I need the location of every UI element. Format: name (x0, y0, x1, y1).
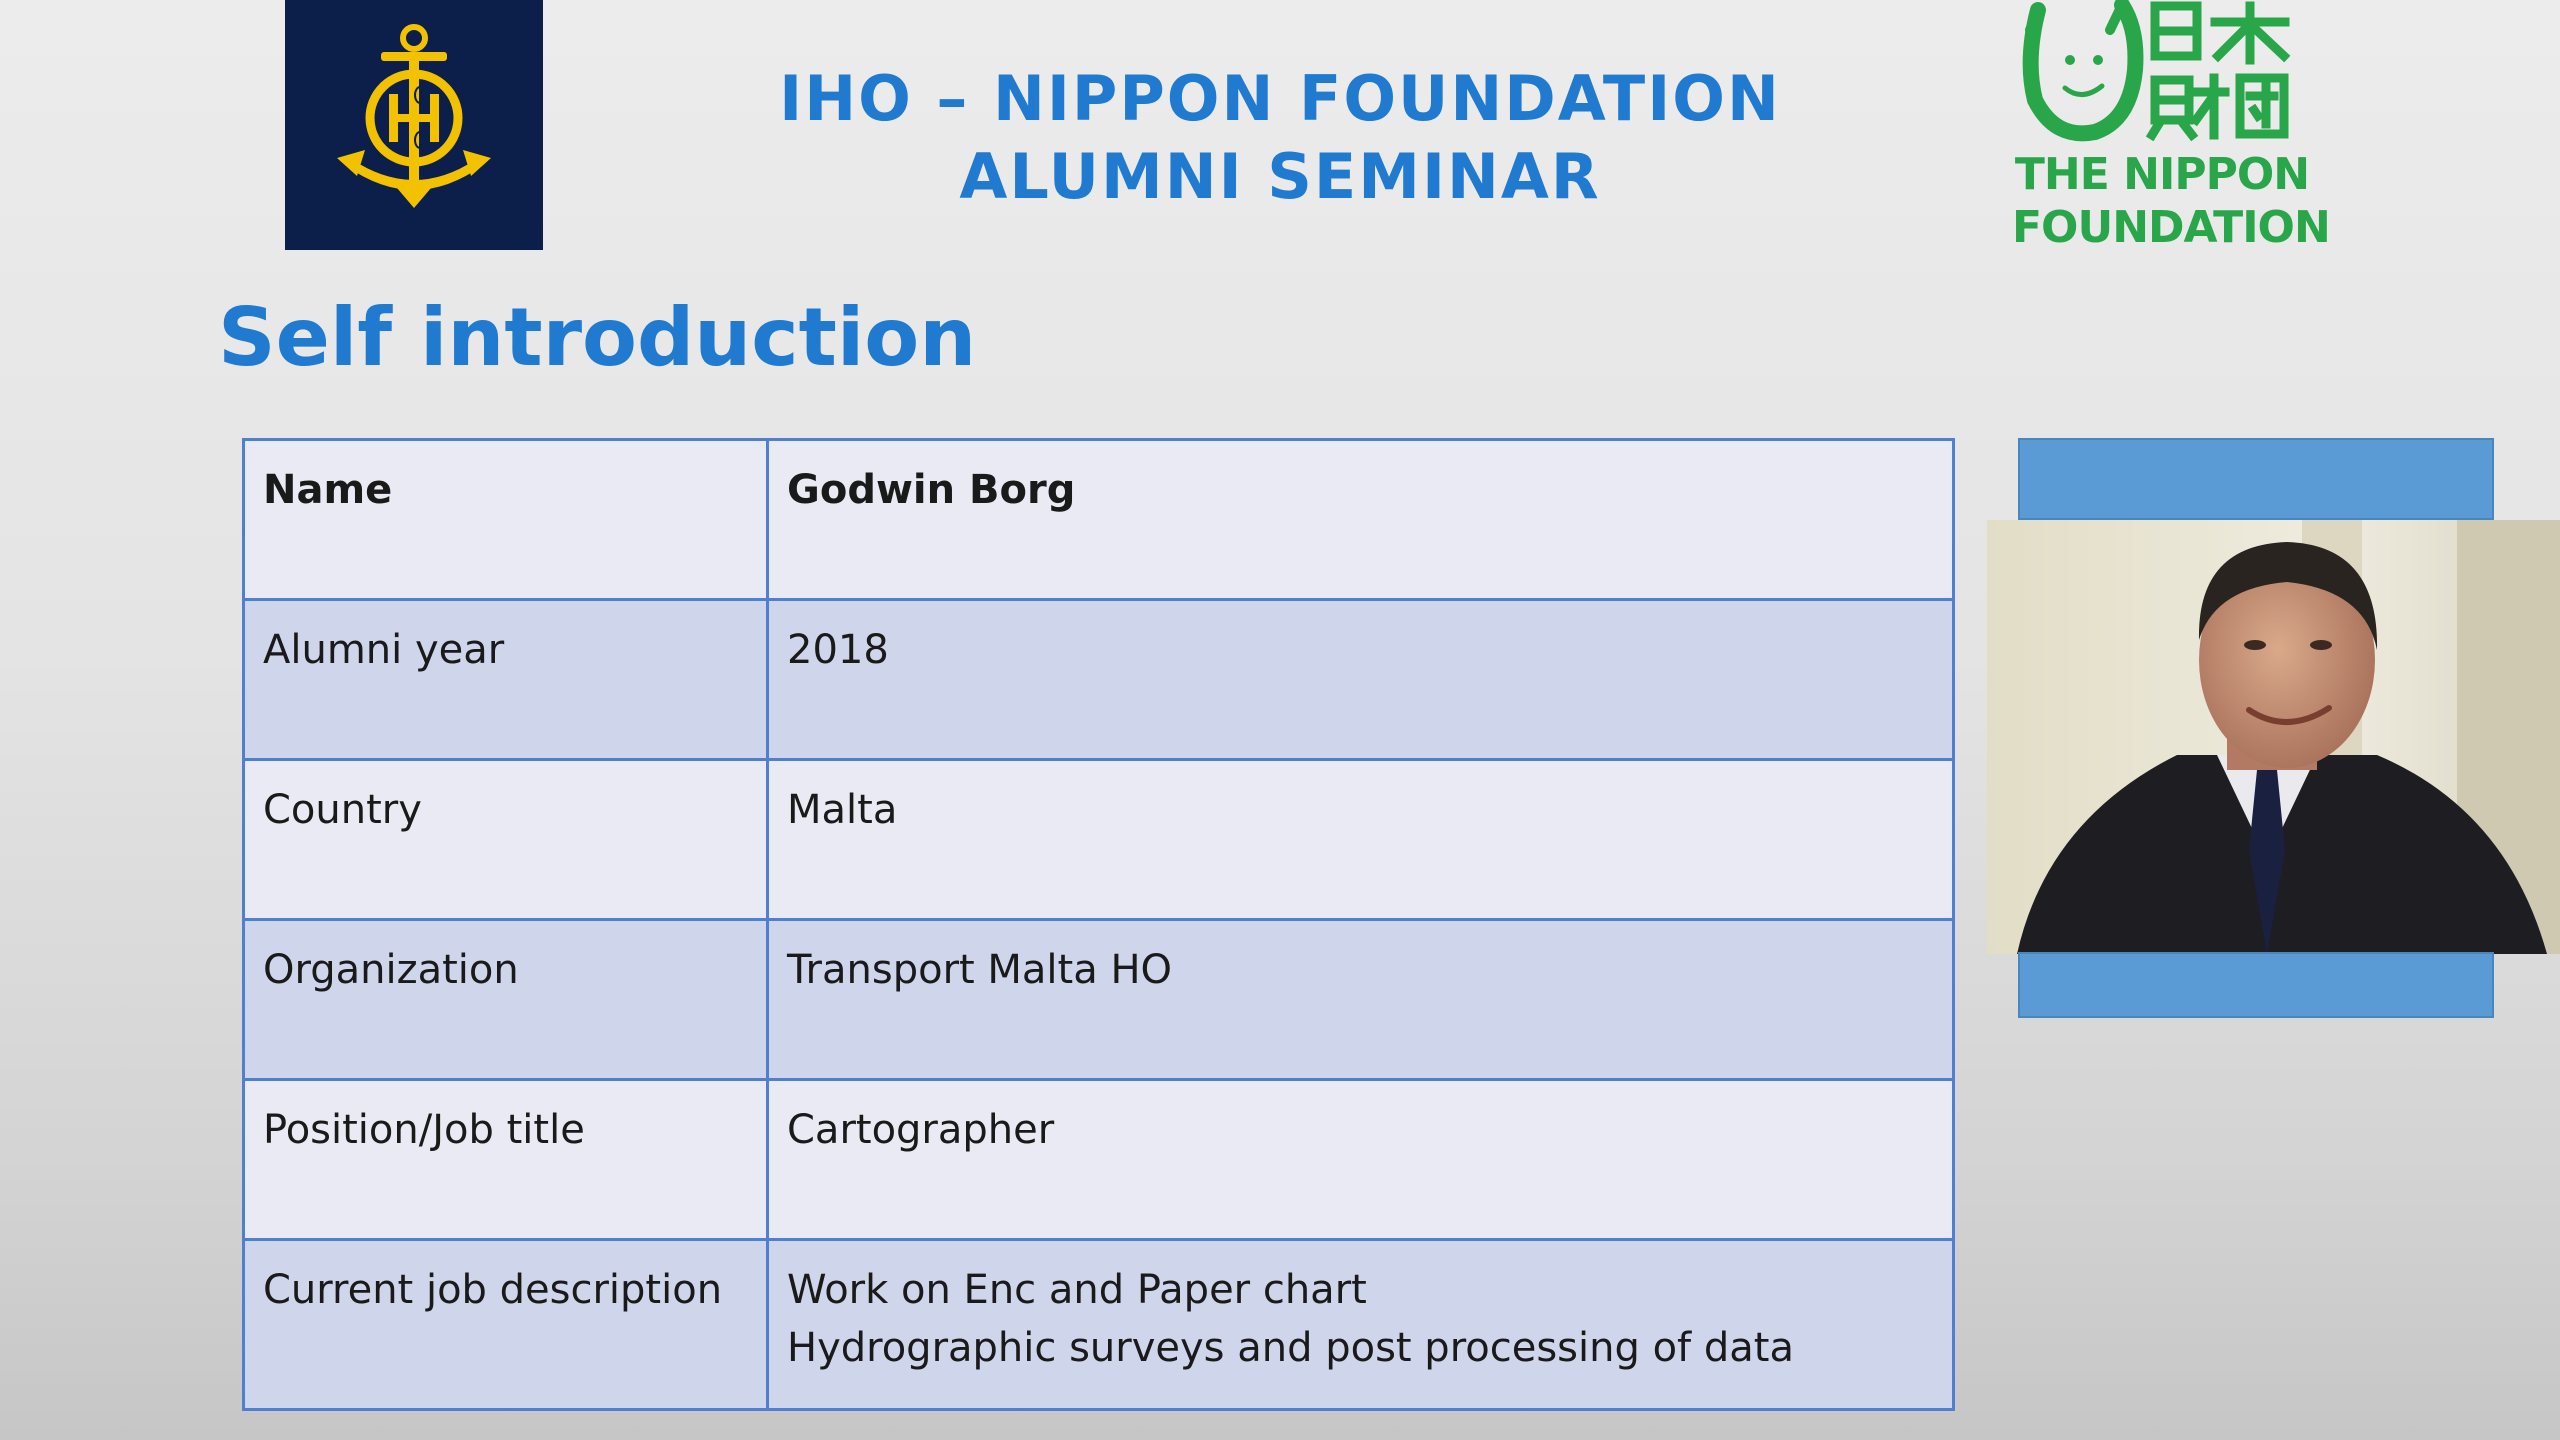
table-row-name (244, 440, 1954, 600)
table-value-cell: Transport Malta HO (768, 920, 1954, 1080)
table-label-cell: Name (244, 440, 768, 600)
header-title (700, 60, 1860, 216)
table-label-cell: Position/Job title (244, 1080, 768, 1240)
table-row-country (244, 760, 1954, 920)
table-label-cell: Country (244, 760, 768, 920)
self-introduction-table (242, 438, 1955, 1411)
photo-frame-top (2018, 438, 2494, 520)
job-description-line1: Work on Enc and Paper chart (787, 1267, 1367, 1313)
table-label-cell: Current job description (244, 1240, 768, 1410)
table-value-cell: Malta (768, 760, 1954, 920)
table-value-cell: Godwin Borg (768, 440, 1954, 600)
table-row-position (244, 1080, 1954, 1240)
table-row-organization (244, 920, 1954, 1080)
table-row-job-description (244, 1240, 1954, 1410)
header-title-line2: ALUMNI SEMINAR (959, 140, 1601, 213)
table-value-cell: Cartographer (768, 1080, 1954, 1240)
profile-photo (1987, 520, 2560, 954)
section-title: Self introduction (218, 291, 977, 384)
table-label-cell: Alumni year (244, 600, 768, 760)
header-title-line1: IHO – NIPPON FOUNDATION (779, 62, 1781, 135)
table-row-alumni-year (244, 600, 1954, 760)
iho-anchor-logo-icon (285, 0, 543, 250)
nippon-wordmark-line1: THE NIPPON (2014, 149, 2310, 200)
photo-frame-bottom (2018, 952, 2494, 1018)
table-label-cell: Organization (244, 920, 768, 1080)
table-value-cell: 2018 (768, 600, 1954, 760)
table-value-cell (768, 1240, 1954, 1410)
nippon-wordmark-line2: FOUNDATION (2012, 202, 2330, 253)
job-description-line2: Hydrographic surveys and post processing of data (787, 1325, 1794, 1371)
nippon-foundation-wordmark (2012, 148, 2330, 254)
